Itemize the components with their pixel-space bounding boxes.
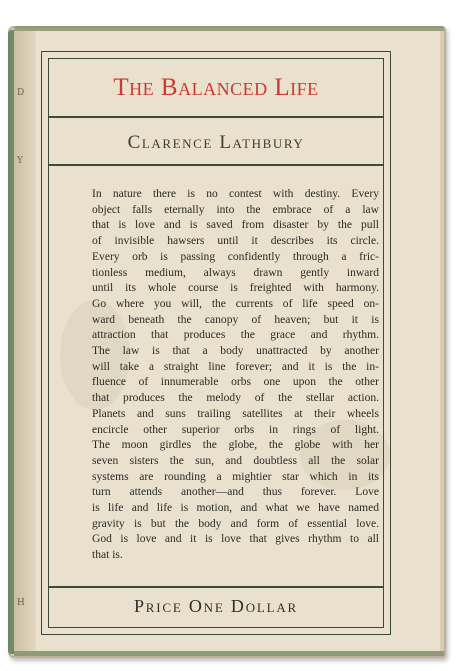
price-label: Price One Dollar xyxy=(133,596,299,616)
blurb-line: seven sisters the sun, and doubtless all the solar xyxy=(92,454,379,467)
blurb-line: systems are rounding a mightier star which in its xyxy=(92,470,379,483)
blurb-line: tionless medium, always drawn gently inward xyxy=(92,266,379,279)
blurb-line: will take a straight line forever; and it is the in- xyxy=(92,360,379,373)
blurb-line: that produces the melody of the stellar action. xyxy=(92,392,379,405)
blurb-line: In nature there is no contest with destiny. Every xyxy=(92,188,379,200)
blurb-line: The law is that a body unattracted by another xyxy=(92,345,379,358)
author-rule xyxy=(48,164,384,166)
blurb-line: encircle other superior orbs in rings of light. xyxy=(92,423,379,436)
blurb-line: until its whole course is freighted with harmony. xyxy=(92,282,379,295)
title-rule xyxy=(48,116,384,118)
blurb-line: Every orb is passing confidently through a fric- xyxy=(92,250,379,263)
blurb-line: turn attends another—and thus forever. Love xyxy=(92,486,379,499)
blurb-line: God is love and it is love that gives rhythm to all xyxy=(92,533,379,546)
blurb-line: attraction that produces the grace and rhythm. xyxy=(92,329,379,342)
blurb-line: is life and life is motion, and what we have named xyxy=(92,502,379,515)
book-title: The Balanced Life xyxy=(113,74,319,101)
blurb-line: that is. xyxy=(92,549,123,562)
blurb-line: Go where you will, the currents of life speed on- xyxy=(92,297,379,310)
spine-top-mark: D xyxy=(17,88,25,98)
author-name: Clarence Lathbury xyxy=(127,132,305,153)
blurb-line: fluence of innumerable orbs one upon the other xyxy=(92,376,379,389)
blurb-line: object falls eternally into the embrace of a law xyxy=(92,203,379,216)
cover-blurb xyxy=(92,187,379,564)
blurb-line: gravity is but the body and form of essential love. xyxy=(92,517,379,530)
price-rule xyxy=(48,586,384,588)
green-cloth-edge-bottom xyxy=(14,651,444,656)
blurb-line: ward beneath the canopy of heaven; but it is xyxy=(92,313,379,326)
spine-mid-mark: Y xyxy=(17,156,23,166)
blurb-line: that is love and is saved from disaster by the pull xyxy=(92,219,379,232)
spine-fold xyxy=(14,31,36,651)
blurb-line: The moon girdles the globe, the globe with her xyxy=(92,439,379,452)
blurb-line: of invisible hawsers until it describes its circle. xyxy=(92,235,379,248)
blurb-line: Planets and suns trailing satellites at their wheels xyxy=(92,407,379,420)
spine-bottom-mark: H xyxy=(17,598,25,608)
